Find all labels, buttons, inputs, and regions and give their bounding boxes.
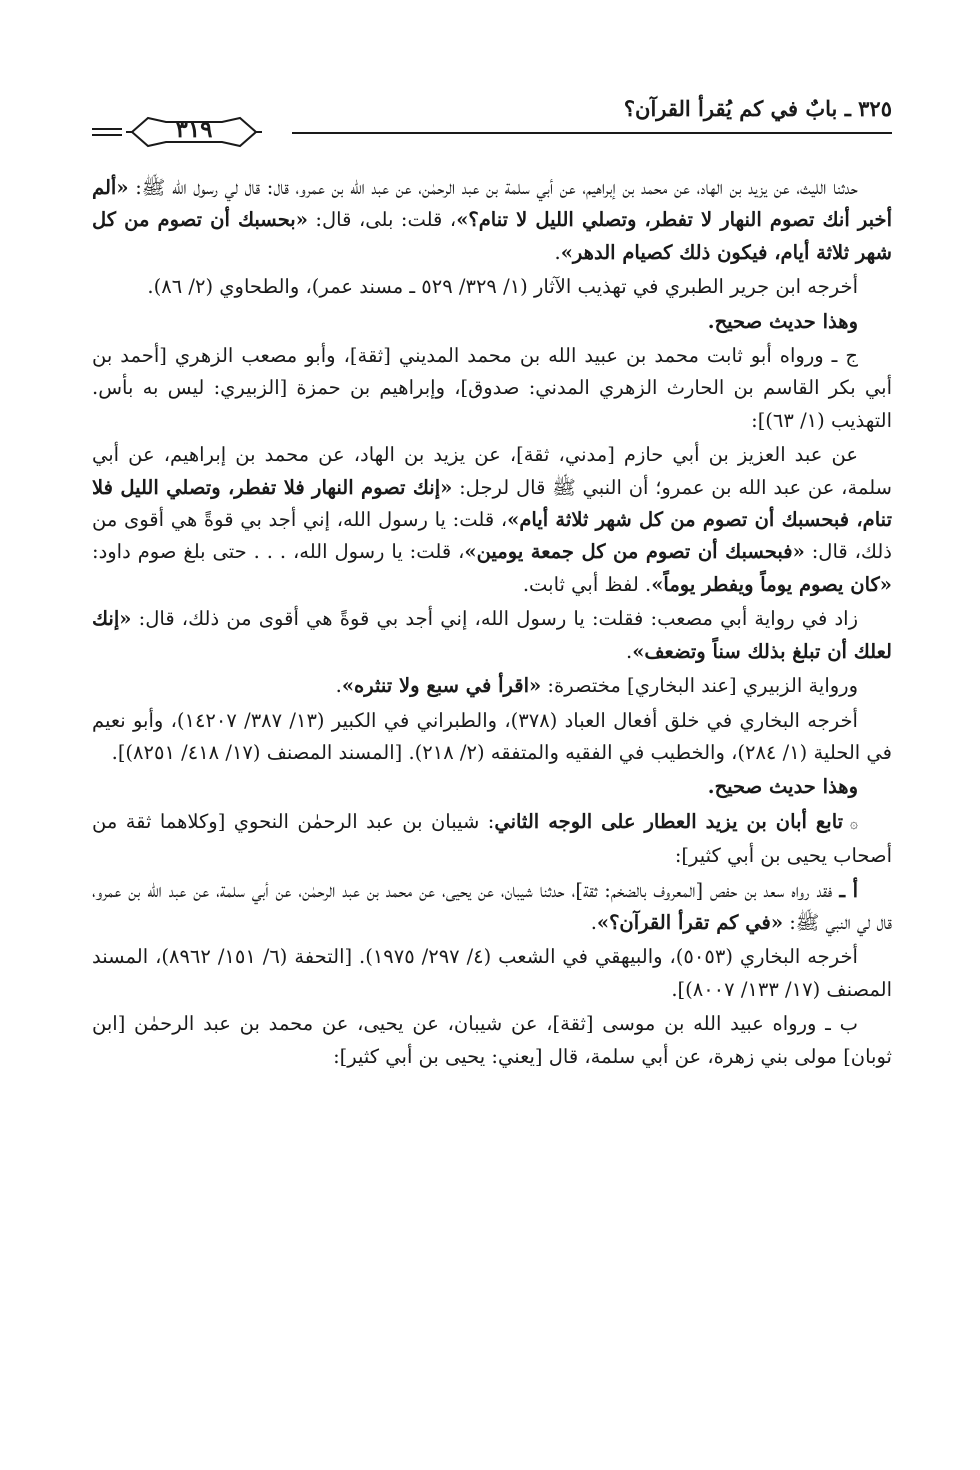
page-number: ٣١٩ bbox=[175, 116, 213, 143]
paragraph bbox=[92, 172, 892, 269]
bold-text: «في كم تقرأ القرآن؟» bbox=[596, 910, 784, 934]
text-run: حدثنا الليث، عن يزيد بن الهاد، عن محمد بن إبراهيم، عن أبي سلمة بن عبد الرحمٰن، عن عبد الله بن عمرو، قال: قال لي رسول الله ﷺ: bbox=[128, 176, 858, 199]
text-run: . لفظ أبي ثابت. bbox=[522, 572, 652, 596]
header-rule-double-bottom bbox=[92, 134, 122, 136]
text-run: ورواية الزبيري [عند البخاري] مختصرة: bbox=[541, 674, 858, 698]
paragraph bbox=[92, 705, 892, 770]
text-run: عن عبد العزيز بن أبي حازم [مدني، ثقة]، عن يزيد بن الهاد، عن محمد بن إبراهيم، عن أبي سلمة، عن عبد الله بن عمرو؛ أن النبي ﷺ قال لرجل: bbox=[92, 443, 892, 499]
paragraph bbox=[92, 806, 892, 873]
text-run: . bbox=[335, 674, 342, 698]
paragraph bbox=[92, 603, 892, 668]
page-number-ornament bbox=[126, 112, 262, 152]
section-marker-icon: ۞ bbox=[843, 815, 858, 832]
text-run: ، قلت: يا رسول الله، . . . حتى بلغ صوم داود: bbox=[92, 540, 465, 564]
bold-text: وهذا حديث صحيح. bbox=[707, 309, 858, 333]
bold-text: «كان يصوم يوماً ويفطر يوماً» bbox=[651, 572, 892, 596]
bold-text: أ ـ bbox=[839, 878, 858, 902]
text-run: أخرجه البخاري (٥٠٥٣)، والبيهقي في الشعب (٤/ ٢٩٧/ ١٩٧٥). [التحفة (٦/ ١٥١/ ٨٩٦٢)، المسند المصنف (١٧/ ١٣٣/ ٨٠٠٧)]. bbox=[92, 945, 892, 1001]
paragraph bbox=[92, 941, 892, 1006]
text-run: : شيبان بن عبد الرحمٰن النحوي [وكلاهما ثقة من أصحاب يحيى بن أبي كثير]: bbox=[92, 809, 892, 868]
header-rule bbox=[292, 132, 892, 134]
bold-text: «اقرأ في سبع ولا تنثره» bbox=[341, 674, 542, 698]
bold-text: «فبحسبك أن تصوم من كل جمعة يومين» bbox=[464, 540, 805, 564]
text-run: ج ـ ورواه أبو ثابت محمد بن عبيد الله بن محمد المديني [ثقة]، وأبو مصعب الزهري [أحمد بن أبي بكر القاسم بن الحارث الزهري المدني: صدوق]، وإبراهيم بن حمزة [الزبيري: ليس به بأس. التهذيب (١/ ٦٣)]: bbox=[92, 344, 892, 432]
text-run: أخرجه ابن جرير الطبري في تهذيب الآثار (١/ ٣٢٩/ ٥٢٩ ـ مسند عمر)، والطحاوي (٢/ ٨٦). bbox=[147, 275, 858, 299]
paragraph bbox=[92, 306, 892, 338]
text-run: . bbox=[554, 240, 561, 264]
header-rule-double-top bbox=[92, 128, 122, 130]
body-text bbox=[92, 172, 892, 1410]
paragraph bbox=[92, 271, 892, 303]
text-run: زاد في رواية أبي مصعب: فقلت: يا رسول الله، إني أجد بي قوةً هي أقوى من ذلك، قال: bbox=[131, 607, 858, 631]
text-run: ب ـ ورواه عبيد الله بن موسى [ثقة]، عن شيبان، عن يحيى، عن محمد بن عبد الرحمٰن [ابن ثوبان] مولى بني زهرة، عن أبي سلمة، قال [يعني: يحيى بن أبي كثير]: bbox=[92, 1012, 892, 1068]
paragraph bbox=[92, 670, 892, 702]
text-run: ، قلت: بلى، قال: bbox=[307, 208, 457, 232]
bold-text: «بحسبك أن تصوم من كل شهر ثلاثة أيام، فيكون ذلك كصيام الدهر» bbox=[92, 208, 892, 264]
bold-text: تابع أبان بن يزيد العطار على الوجه الثاني bbox=[494, 809, 844, 833]
page-header bbox=[92, 92, 892, 152]
paragraph bbox=[92, 340, 892, 437]
bold-text: «ألم أخبر أنك تصوم النهار لا تفطر، وتصلي الليل لا تنام؟» bbox=[92, 176, 892, 232]
paragraph bbox=[92, 875, 892, 940]
text-run: . bbox=[625, 639, 633, 663]
text-run: . bbox=[590, 910, 597, 934]
chapter-title: ٣٢٥ ـ بابٌ في كم يُقرأ القرآن؟ bbox=[623, 96, 892, 121]
bold-text: «إنك تصوم النهار فلا تفطر، وتصلي الليل فلا تنام، فبحسبك أن تصوم من كل شهر ثلاثة أيام» bbox=[92, 475, 892, 532]
text-run: ، قلت: يا رسول الله، إني أجد بي قوةً هي أقوى من ذلك، قال: bbox=[92, 508, 892, 564]
paragraph bbox=[92, 439, 892, 601]
paragraph bbox=[92, 771, 892, 803]
bold-text: «إنك لعلك أن تبلغ بذلك سناً وتضعف» bbox=[92, 607, 892, 663]
bold-text: وهذا حديث صحيح. bbox=[707, 775, 858, 799]
text-run: فقد رواه سعد بن حفص [المعروف بالضخم: ثقة]، حدثنا شيبان، عن يحيى، عن محمد بن عبد الرحمٰن، عن أبي سلمة، عن عبد الله بن عمرو، قال لي النبي ﷺ: bbox=[92, 878, 892, 934]
paragraph bbox=[92, 1008, 892, 1073]
text-run: أخرجه البخاري في خلق أفعال العباد (٣٧٨)، والطبراني في الكبير (١٣/ ٣٨٧/ ١٤٢٠٧)، وأبو نعيم في الحلية (١/ ٢٨٤)، والخطيب في الفقيه والمتفقه (٢/ ٢١٨). [المسند المصنف (١٧/ ٤١٨/ ٨٢٥١)]. bbox=[92, 708, 892, 764]
